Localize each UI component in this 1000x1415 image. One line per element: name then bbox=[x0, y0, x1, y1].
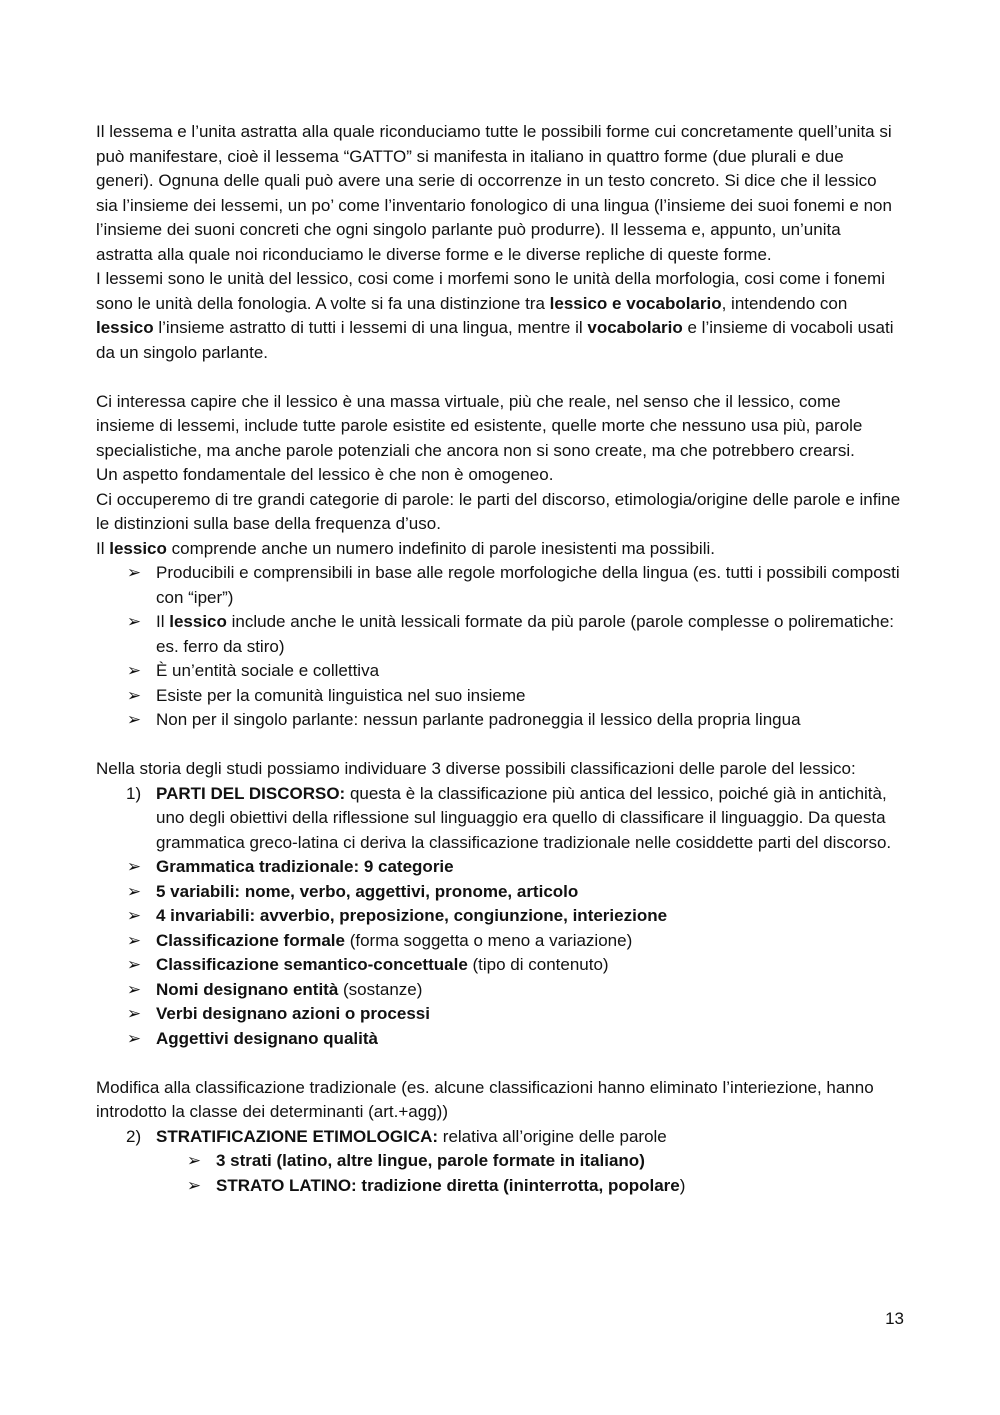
bold-term: lessico bbox=[109, 538, 167, 558]
bold-term: lessico e vocabolario bbox=[549, 293, 722, 313]
list-item-text: È un’entità sociale e collettiva bbox=[156, 661, 380, 680]
list-item bbox=[126, 684, 902, 709]
arrow-bullet-icon: ➢ bbox=[126, 612, 142, 631]
text-run: questa è la classificazione più antica del lessico, poiché già in antichità, uno degli obiettivi della riflessione sul linguaggio era quello di classificare il linguaggio. Da questa grammatica greco-latina ci deriva la classificazione tradizionale nelle cosiddette parti del discorso. bbox=[156, 783, 892, 852]
list-item bbox=[126, 708, 902, 733]
bold-term: STRATIFICAZIONE ETIMOLOGICA: bbox=[156, 1126, 439, 1146]
list-item-text: Non per il singolo parlante: nessun parlante padroneggia il lessico della propria lingua bbox=[156, 710, 801, 729]
paragraph-lessemi bbox=[96, 267, 902, 365]
paragraph-classificazioni: Nella storia degli studi possiamo individuare 3 diverse possibili classificazioni delle parole del lessico: bbox=[96, 759, 856, 778]
bold-term: lessico bbox=[96, 318, 154, 337]
list-item bbox=[126, 659, 902, 684]
text-run: (forma soggetta o meno a variazione) bbox=[344, 930, 633, 950]
numbered-item bbox=[126, 782, 902, 856]
list-item bbox=[126, 855, 902, 880]
paragraph-categorie: Ci occuperemo di tre grandi categorie di parole: le parti del discorso, etimologia/origine delle parole e infine le distinzioni sulla base della frequenza d’uso. bbox=[96, 489, 901, 533]
text-run: Il bbox=[156, 612, 170, 631]
item-number: 1) bbox=[126, 783, 142, 803]
arrow-bullet-icon: ➢ bbox=[126, 857, 142, 876]
arrow-bullet-icon: ➢ bbox=[186, 1175, 202, 1195]
list-item-text: Producibili e comprensibili in base alle regole morfologiche della lingua (es. tutti i possibili composti con “iper”) bbox=[156, 563, 900, 607]
numbered-list-2 bbox=[96, 1125, 902, 1150]
arrow-bullet-icon: ➢ bbox=[126, 563, 142, 582]
page-number: 13 bbox=[885, 1309, 904, 1328]
text-run: e l’insieme di vocaboli usati da un singolo parlante. bbox=[96, 318, 894, 362]
list-item bbox=[126, 880, 902, 905]
paragraph-modifica: Modifica alla classificazione tradizionale (es. alcune classificazioni hanno eliminato l’interiezione, hanno introdotto la classe dei determinanti (art.+agg)) bbox=[96, 1077, 874, 1121]
list-item bbox=[126, 1027, 902, 1052]
arrow-bullet-icon: ➢ bbox=[126, 881, 142, 901]
paragraph-massa-virtuale: Ci interessa capire che il lessico è una massa virtuale, più che reale, nel senso che il lessico, come insieme di lessemi, include tutte parole esistite ed esistente, quelle morte che nessuno usa più, parole specialistiche, ma anche parole potenziali che ancora non si sono create, ma che potrebbero crearsi. bbox=[96, 391, 863, 460]
bold-term: Nomi designano entità bbox=[156, 979, 339, 999]
bold-term: Classificazione semantico-concettuale bbox=[156, 955, 468, 974]
bold-term: Classificazione formale bbox=[156, 930, 345, 950]
list-item bbox=[126, 929, 902, 954]
bold-term: STRATO LATINO: tradizione diretta (ininterrotta, popolare bbox=[216, 1175, 680, 1195]
bold-term: 4 invariabili: avverbio, preposizione, congiunzione, interiezione bbox=[156, 906, 668, 925]
bold-term: PARTI DEL DISCORSO: bbox=[156, 783, 346, 803]
arrow-bullet-icon: ➢ bbox=[126, 906, 142, 925]
bold-term: vocabolario bbox=[587, 318, 683, 337]
list-item bbox=[126, 1002, 902, 1027]
text-run: comprende anche un numero indefinito di parole inesistenti ma possibili. bbox=[166, 538, 715, 558]
bold-term: Verbi designano azioni o processi bbox=[156, 1004, 430, 1023]
item-number: 2) bbox=[126, 1126, 142, 1146]
paragraph-gap bbox=[96, 733, 902, 758]
list-item-text: Esiste per la comunità linguistica nel suo insieme bbox=[156, 685, 526, 705]
arrow-bullet-icon: ➢ bbox=[126, 930, 142, 950]
list-item bbox=[186, 1174, 902, 1199]
bullet-list-parti-discorso bbox=[96, 855, 902, 1051]
bold-term: lessico bbox=[169, 612, 227, 631]
numbered-item bbox=[126, 1125, 902, 1150]
arrow-bullet-icon: ➢ bbox=[126, 1004, 142, 1023]
arrow-bullet-icon: ➢ bbox=[126, 685, 142, 705]
list-item bbox=[126, 610, 902, 659]
paragraph-omogeneo: Un aspetto fondamentale del lessico è che non è omogeneo. bbox=[96, 465, 554, 484]
arrow-bullet-icon: ➢ bbox=[186, 1151, 202, 1170]
text-run: , intendendo con bbox=[721, 293, 848, 313]
paragraph-parole-possibili bbox=[96, 537, 902, 562]
text-run: I lessemi sono le unità del lessico, cosi come i morfemi sono le unità della morfologia, cosi come i fonemi sono le unità della fonologia. A volte si fa una distinzione tra bbox=[96, 269, 885, 313]
text-run: (tipo di contenuto) bbox=[467, 955, 609, 974]
text-run: (sostanze) bbox=[338, 979, 423, 999]
arrow-bullet-icon: ➢ bbox=[126, 661, 142, 680]
list-item bbox=[126, 561, 902, 610]
arrow-bullet-icon: ➢ bbox=[126, 1028, 142, 1048]
bold-term: 5 variabili: nome, verbo, aggettivi, pronome, articolo bbox=[156, 881, 579, 901]
bold-term: 3 strati (latino, altre lingue, parole formate in italiano) bbox=[216, 1151, 645, 1170]
bullet-list-strati bbox=[96, 1149, 902, 1198]
paragraph-gap bbox=[96, 1051, 902, 1076]
arrow-bullet-icon: ➢ bbox=[126, 979, 142, 999]
text-run: ) bbox=[679, 1175, 686, 1195]
arrow-bullet-icon: ➢ bbox=[126, 710, 142, 729]
text-run: include anche le unità lessicali formate da più parole (parole complesse o polirematiche: es. ferro da stiro) bbox=[156, 612, 895, 656]
list-item bbox=[126, 978, 902, 1003]
paragraph-lessema: Il lessema e l’unita astratta alla quale riconduciamo tutte le possibili forme cui concretamente quell’unita si può manifestare, cioè il lessema “GATTO” si manifesta in italiano in quattro forme (due plurali e due generi). Ognuna delle quali può avere una serie di occorrenze in un testo concreto. Si dice che il lessico sia l’insieme dei lessemi, un po’ come l’inventario fonologico di una lingua (l’insieme dei suoi fonemi e non l’insieme dei suoni concreti che ogni singolo parlante può produrre). Il lessema e, appunto, un’unita astratta alla quale noi riconduciamo le diverse forme e le diverse repliche di queste forme. bbox=[96, 122, 892, 264]
text-run: relativa all’origine delle parole bbox=[438, 1126, 667, 1146]
paragraph-gap bbox=[96, 365, 902, 390]
bold-term: Grammatica tradizionale: 9 categorie bbox=[156, 857, 454, 876]
arrow-bullet-icon: ➢ bbox=[126, 955, 142, 974]
bullet-list-lessico bbox=[96, 561, 902, 733]
numbered-list-1 bbox=[96, 782, 902, 856]
document-body bbox=[96, 120, 902, 1198]
bold-term: Aggettivi designano qualità bbox=[156, 1028, 378, 1048]
list-item bbox=[186, 1149, 902, 1174]
list-item bbox=[126, 904, 902, 929]
text-run: l’insieme astratto di tutti i lessemi di una lingua, mentre il bbox=[153, 318, 588, 337]
list-item bbox=[126, 953, 902, 978]
text-run: Il bbox=[96, 538, 110, 558]
